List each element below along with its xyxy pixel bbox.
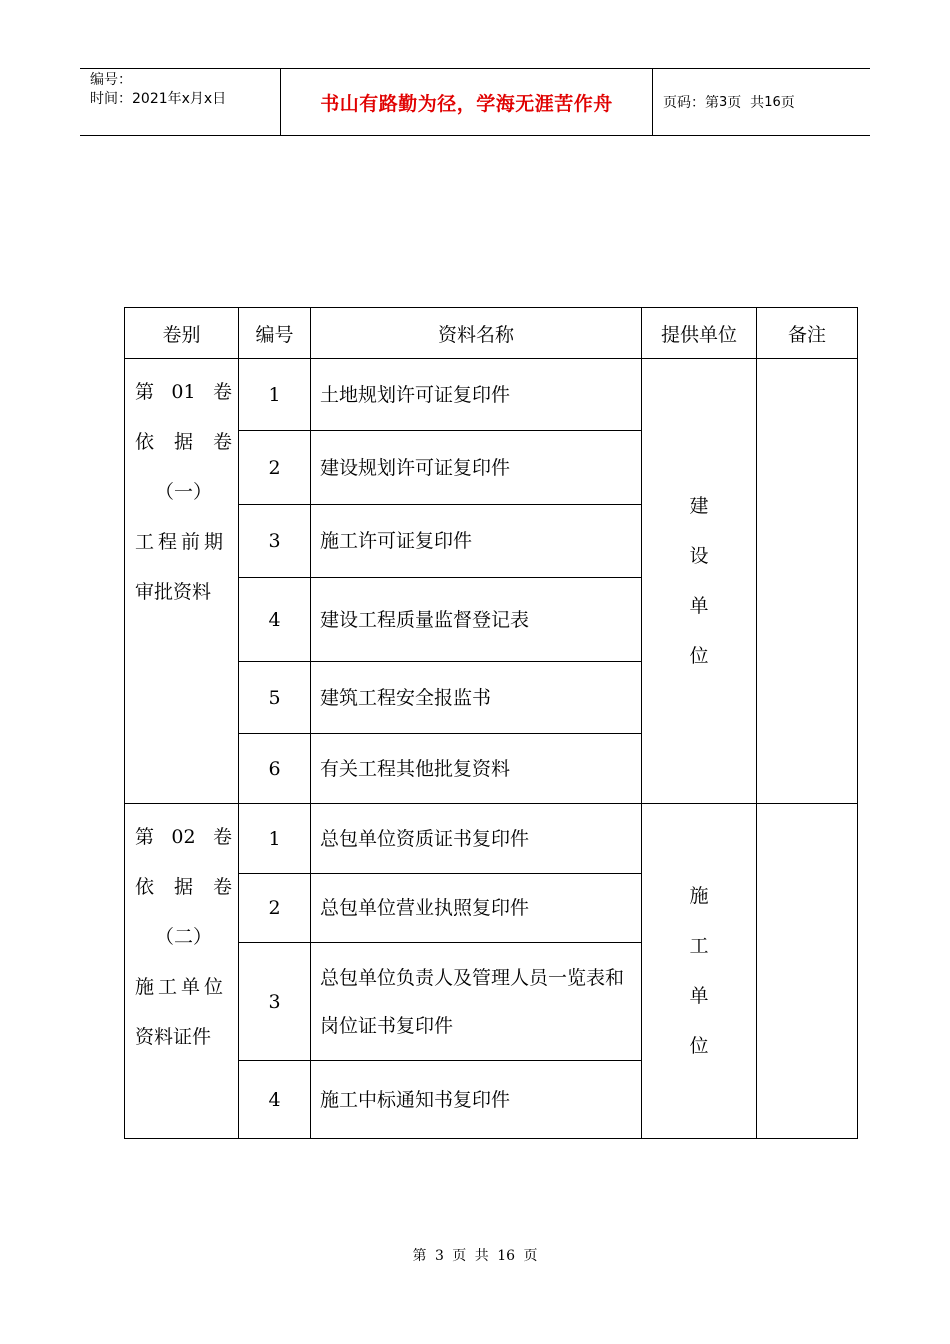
row-number: 6 xyxy=(239,734,311,804)
header-page-prefix: 页码：第 xyxy=(663,95,719,111)
row-name: 建筑工程安全报监书 xyxy=(311,662,642,734)
volume-cell: 第 02 卷 依 据 卷 （二） 施工单位 资料证件 xyxy=(125,804,239,1139)
header-motto: 书山有路勤为径，学海无涯苦作舟 xyxy=(281,69,653,135)
row-name: 总包单位营业执照复印件 xyxy=(311,874,642,943)
header-date-label: 时间：2021年x月x日 xyxy=(90,91,227,107)
row-number: 1 xyxy=(239,359,311,431)
volume-cell: 第 01 卷 依 据 卷 （一） 工程前期 审批资料 xyxy=(125,359,239,804)
header-page-mid: 页 共 xyxy=(727,95,765,111)
header-meta xyxy=(80,69,281,135)
row-name: 建设规划许可证复印件 xyxy=(311,431,642,505)
archive-table xyxy=(124,307,858,1139)
table-row xyxy=(125,804,858,874)
row-number: 5 xyxy=(239,662,311,734)
table-header-row xyxy=(125,308,858,359)
row-name: 有关工程其他批复资料 xyxy=(311,734,642,804)
table-row xyxy=(125,359,858,431)
row-number: 2 xyxy=(239,874,311,943)
row-number: 4 xyxy=(239,578,311,662)
row-number: 3 xyxy=(239,505,311,578)
header-name: 资料名称 xyxy=(311,308,642,359)
provider-cell: 施 工 单 位 xyxy=(642,804,757,1139)
header-note: 备注 xyxy=(757,308,858,359)
row-number: 4 xyxy=(239,1061,311,1139)
header-page-current: 3 xyxy=(719,94,728,110)
row-number: 1 xyxy=(239,804,311,874)
page-footer: 第 3 页 共 16 页 xyxy=(412,1248,538,1264)
row-name: 总包单位负责人及管理人员一览表和岗位证书复印件 xyxy=(311,943,642,1061)
provider-cell: 建 设 单 位 xyxy=(642,359,757,804)
row-name: 总包单位资质证书复印件 xyxy=(311,804,642,874)
header-number: 编号 xyxy=(239,308,311,359)
header-volume: 卷别 xyxy=(125,308,239,359)
header-page-total: 16 xyxy=(764,94,781,110)
header-page-suffix: 页 xyxy=(780,95,795,111)
row-name: 施工中标通知书复印件 xyxy=(311,1061,642,1139)
header-number-label: 编号： xyxy=(90,72,132,88)
row-number: 3 xyxy=(239,943,311,1061)
row-name: 土地规划许可证复印件 xyxy=(311,359,642,431)
row-number: 2 xyxy=(239,431,311,505)
note-cell xyxy=(757,804,858,1139)
header-provider: 提供单位 xyxy=(642,308,757,359)
document-header xyxy=(80,68,870,136)
row-name: 建设工程质量监督登记表 xyxy=(311,578,642,662)
header-page-info xyxy=(653,69,870,135)
note-cell xyxy=(757,359,858,804)
row-name: 施工许可证复印件 xyxy=(311,505,642,578)
